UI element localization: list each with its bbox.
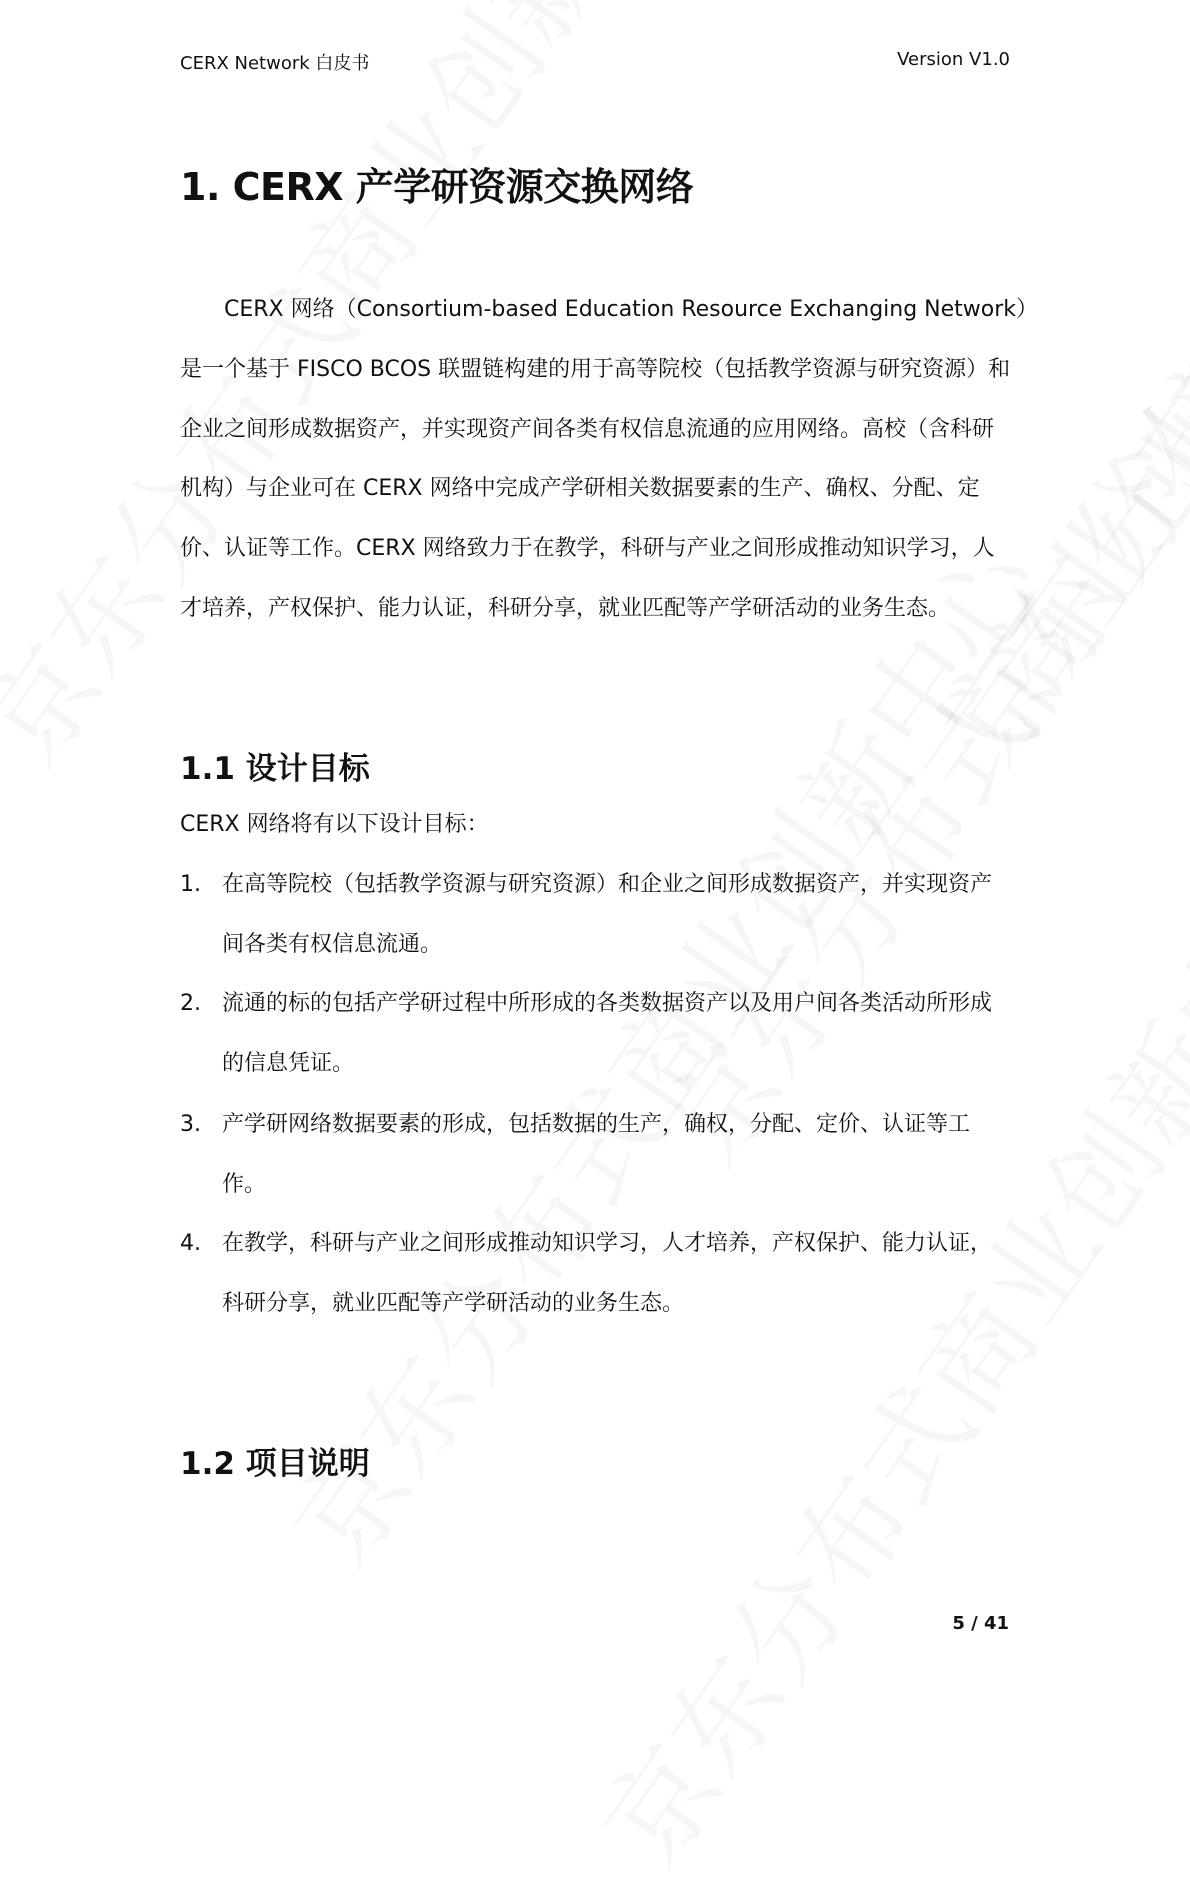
list-number: 3. [180, 1112, 201, 1137]
list-number: 4. [180, 1231, 201, 1256]
watermark-text [560, 809, 1190, 1891]
page-number: 5 / 41 [952, 1613, 1009, 1634]
list-item-line: 科研分享，就业匹配等产学研活动的业务生态。 [222, 1291, 685, 1316]
paragraph-line: 企业之间形成数据资产，并实现资产间各类有权信息流通的应用网络。高校（含科研 [180, 417, 995, 442]
watermark-text [900, 0, 1190, 791]
section-lead: CERX 网络将有以下设计目标： [180, 812, 489, 837]
paragraph-line: 价、认证等工作。CERX 网络致力于在教学，科研与产业之间形成推动知识学习，人 [180, 536, 995, 561]
watermark-text [0, 0, 763, 791]
list-item-line: 作。 [222, 1172, 267, 1197]
watermark-text [620, 109, 1190, 1191]
paragraph-line: CERX 网络（Consortium-based Education Resource Exchanging Network） [224, 297, 1039, 322]
watermark-text [250, 509, 1073, 1591]
paragraph-line: 是一个基于 FISCO BCOS 联盟链构建的用于高等院校（包括教学资源与研究资源）和 [180, 357, 1011, 382]
paragraph-line: 才培养，产权保护、能力认证，科研分享，就业匹配等产学研活动的业务生态。 [180, 596, 951, 621]
list-number: 1. [180, 872, 201, 897]
paragraph-line: 机构）与企业可在 CERX 网络中完成产学研相关数据要素的生产、确权、分配、定 [180, 476, 980, 501]
section-heading-1-1: 1.1 设计目标 [180, 751, 370, 787]
page-title: 1. CERX 产学研资源交换网络 [180, 165, 694, 209]
header-version: Version V1.0 [897, 49, 1010, 70]
list-item-line: 流通的标的包括产学研过程中所形成的各类数据资产以及用户间各类活动所形成 [222, 991, 993, 1016]
header-doc-title: CERX Network 白皮书 [180, 53, 370, 74]
list-item-line: 间各类有权信息流通。 [222, 932, 443, 957]
list-item-line: 的信息凭证。 [222, 1051, 355, 1076]
section-heading-1-2: 1.2 项目说明 [180, 1446, 370, 1482]
list-item-line: 在教学，科研与产业之间形成推动知识学习，人才培养，产权保护、能力认证， [222, 1231, 993, 1256]
list-number: 2. [180, 991, 201, 1016]
list-item-line: 产学研网络数据要素的形成，包括数据的生产，确权，分配、定价、认证等工 [222, 1112, 971, 1137]
list-item-line: 在高等院校（包括教学资源与研究资源）和企业之间形成数据资产，并实现资产 [222, 872, 993, 897]
